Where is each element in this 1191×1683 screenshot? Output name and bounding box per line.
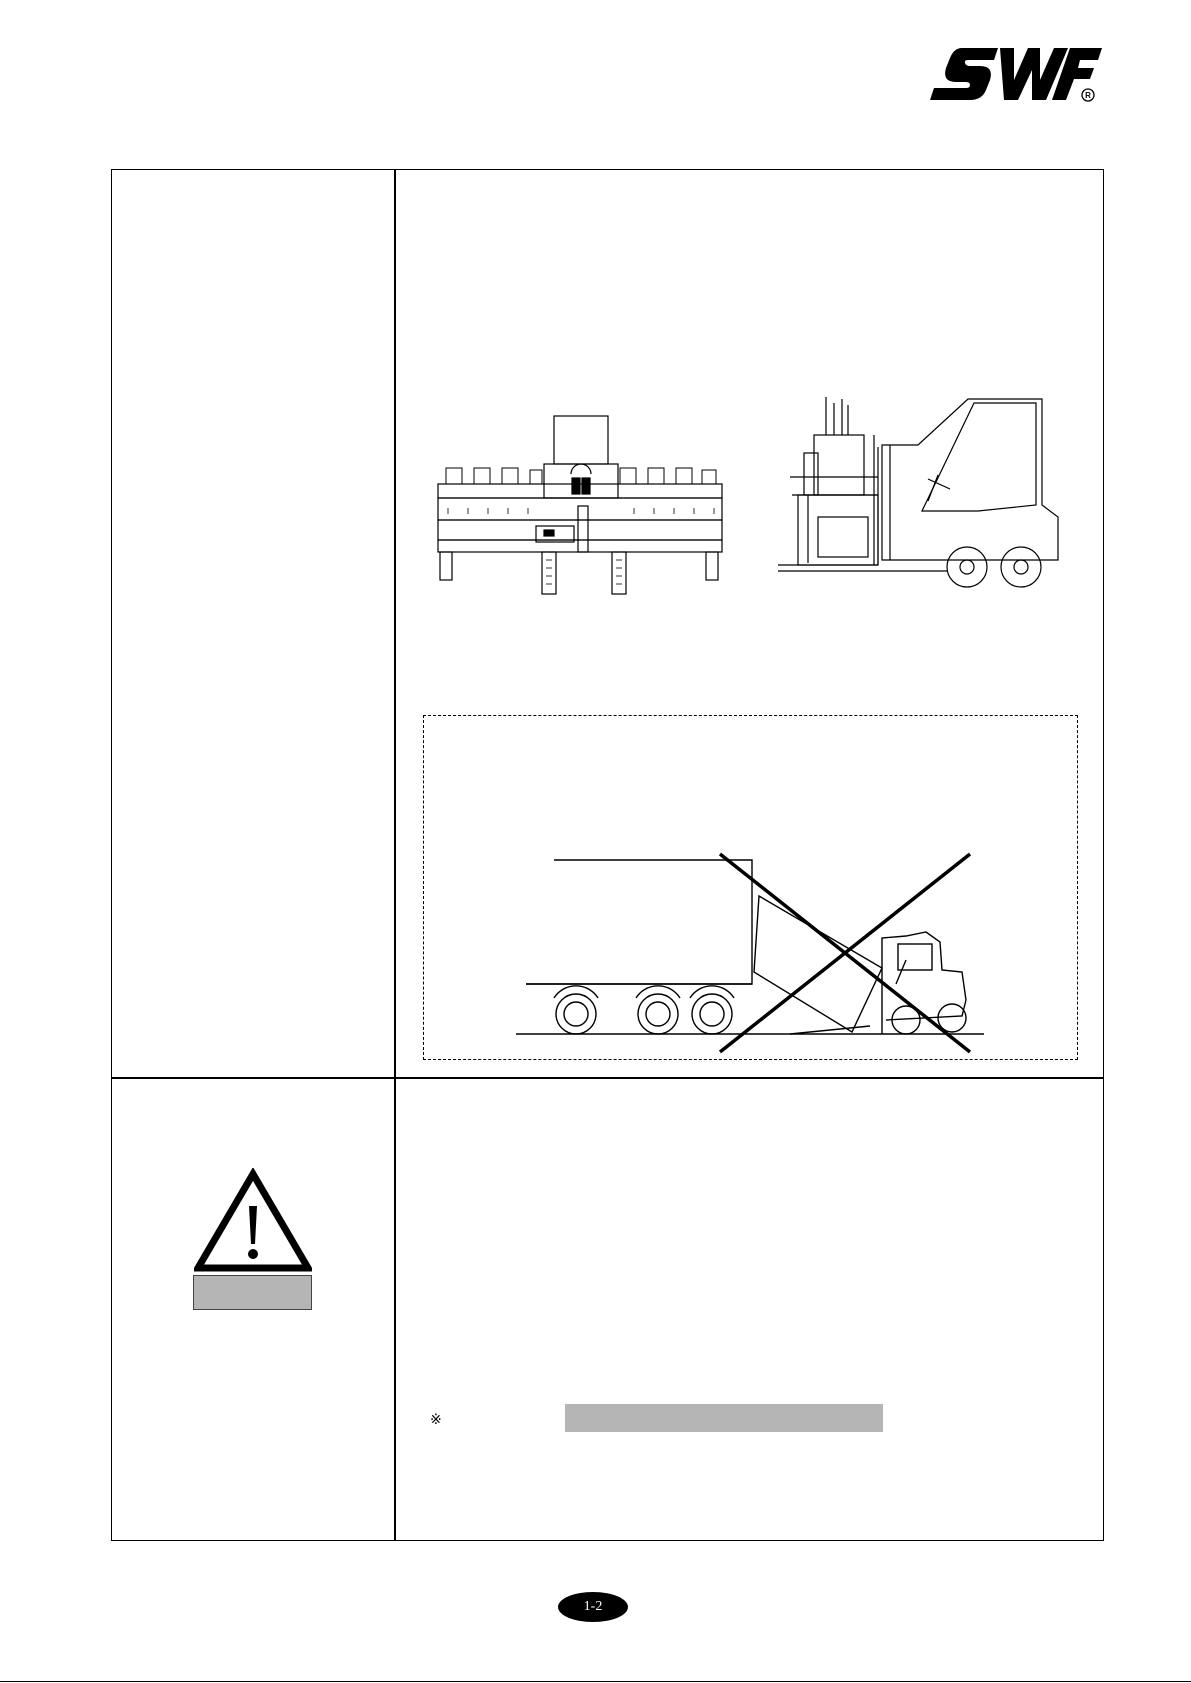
embroidery-machine-front-illustration [434, 412, 726, 598]
brand-logo [928, 44, 1102, 104]
page-number: 1-2 [558, 1592, 628, 1622]
page-bottom-rule [0, 1681, 1191, 1682]
table-column-divider [394, 169, 396, 1541]
note-highlight-box [565, 1404, 883, 1432]
table-row-divider [111, 1077, 1104, 1079]
svg-text:R: R [1085, 91, 1091, 100]
reference-mark-icon: ※ [430, 1412, 442, 1428]
prohibited-unloading-illustration [514, 850, 984, 1060]
warning-label-box [193, 1275, 312, 1310]
forklift-lifting-machine-illustration [778, 395, 1060, 598]
warning-triangle-icon [194, 1168, 312, 1272]
